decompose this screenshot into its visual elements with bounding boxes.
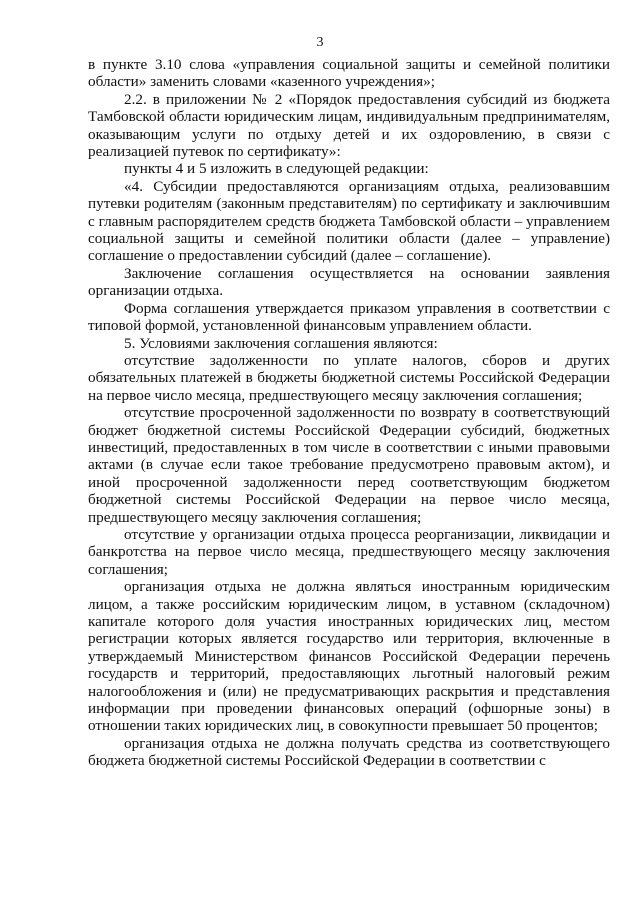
- paragraph-6: Форма соглашения утверждается приказом управления в соответствии с типовой формой, установленной финансовым управлением области.: [88, 299, 610, 335]
- paragraph-10: отсутствие у организации отдыха процесса реорганизации, ликвидации и банкротства на первое число месяца, предшествующего месяцу заключения соглашения;: [88, 525, 610, 578]
- page-number: 3: [316, 35, 324, 50]
- paragraph-2: 2.2. в приложении № 2 «Порядок предоставления субсидий из бюджета Тамбовской области юридическим лицам, индивидуальным предпринимателям, оказывающим услуги по отдыху детей и их оздоровлению, в связи с реализацией путевок по сертификату»:: [88, 90, 610, 161]
- paragraph-12: организация отдыха не должна получать средства из соответствующего бюджета бюджетной системы Российской Федерации в соответствии с: [88, 734, 610, 770]
- paragraph-4: «4. Субсидии предоставляются организациям отдыха, реализовавшим путевки родителям (законным представителям) по сертификату и заключившим с главным распорядителем средств бюджета Тамбовской области – управлением социальной защиты и семейной политики области (далее – управление) соглашение о предоставлении субсидий (далее – соглашение).: [88, 177, 610, 265]
- paragraph-5: Заключение соглашения осуществляется на основании заявления организации отдыха.: [88, 264, 610, 300]
- document-body: [88, 56, 610, 770]
- paragraph-11: организация отдыха не должна являться иностранным юридическим лицом, а также российским юридическим лицом, в уставном (складочном) капитале которого доля участия иностранных юридических лиц, местом регистрации которых является государство или территория, включенные в утверждаемый Министерством финансов Российской Федерации перечень государств и территорий, предоставляющих льготный налоговый режим налогообложения и (или) не предусматривающих раскрытия и представления информации при проведении финансовых операций (офшорные зоны) в отношении таких юридических лиц, в совокупности превышает 50 процентов;: [88, 578, 610, 735]
- paragraph-3: пункты 4 и 5 изложить в следующей редакции:: [124, 160, 429, 178]
- paragraph-8: отсутствие задолженности по уплате налогов, сборов и других обязательных платежей в бюджеты бюджетной системы Российской Федерации на первое число месяца, предшествующего месяцу заключения соглашения;: [88, 351, 610, 404]
- paragraph-9: отсутствие просроченной задолженности по возврату в соответствующий бюджет бюджетной системы Российской Федерации субсидий, бюджетных инвестиций, предоставленных в том числе в соответствии с иными правовыми актами (в случае если такое требование предусмотрено правовым актом), и иной просроченной задолженности перед соответствующим бюджетом бюджетной системы Российской Федерации на первое число месяца, предшествующего месяцу заключения соглашения;: [88, 404, 610, 526]
- paragraph-1: в пункте 3.10 слова «управления социальной защиты и семейной политики области» заменить словами «казенного учреждения»;: [88, 56, 610, 91]
- paragraph-7: 5. Условиями заключения соглашения являются:: [124, 334, 438, 352]
